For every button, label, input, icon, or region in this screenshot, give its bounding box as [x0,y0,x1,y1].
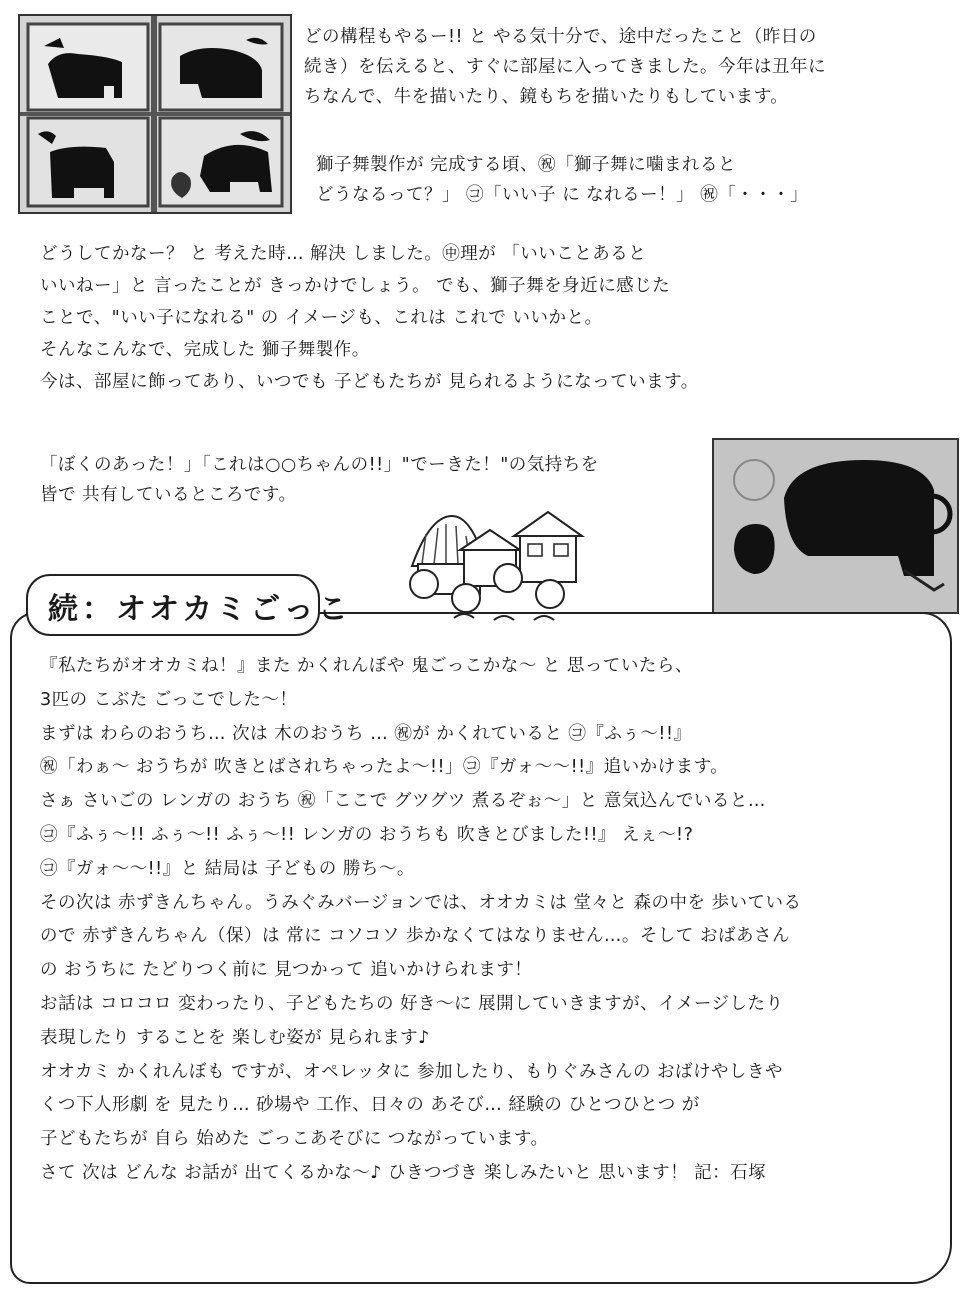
text-line: そんなこんなで、完成した 獅子舞製作。 [40,340,370,360]
text-line: 続き）を伝えると、すぐに部屋に入ってきました。今年は丑年に [304,57,826,77]
text-line: ちなんで、牛を描いたり、鏡もちを描いたりもしています。 [304,87,789,107]
share-paragraph [40,450,599,510]
cow-drawings-photo [18,14,292,214]
text-line: 獅子舞製作が 完成する頃、㊗「獅子舞に噛まれると [316,155,737,175]
text-line: ので 赤ずきんちゃん（保）は 常に コソコソ 歩かなくてはなりません…。そして おばあさん [40,926,790,947]
text-line: 皆で 共有しているところです。 [40,485,297,505]
text-line: 子どもたちが 自ら 始めた ごっこあそびに つながっています。 [40,1129,549,1150]
text-line: ㋙『ふぅ～!! ふぅ～!! ふぅ～!! レンガの おうちも 吹きとびました!!』 えぇ～!? [40,824,694,845]
section-heading: 続：オオカミごっこ [48,592,352,627]
text-line: 表現したり することを 楽しむ姿が 見られます♪ [40,1027,430,1048]
text-line: どうしてかなー？ と 考えた時… 解決 しました。㊥理が 「いいことあると [40,244,647,264]
text-line: オオカミ かくれんぼも ですが、オペレッタに 参加したり、もりぐみさんの おばけやしきや [40,1061,784,1082]
text-line: さぁ さいごの レンガの おうち ㊗「ここで グツグツ 煮るぞぉ～」と 意気込んでいると… [40,791,766,812]
shishimai-craft-picture [714,440,957,612]
text-line: ㋙『ガォ～～!!』と 結局は 子どもの 勝ち～。 [40,858,415,879]
text-line: さて 次は どんな お話が 出てくるかな～♪ ひきつづき 楽しみたいと 思います！ 記：石塚 [40,1162,767,1183]
text-line: 今は、部屋に飾ってあり、いつでも 子どもたちが 見られるようになっています。 [40,372,699,392]
text-line: 『私たちがオオカミね！』また かくれんぼや 鬼ごっこかな～ と 思っていたら、 [40,656,693,676]
text-line: どの構程もやるー!! と やる気十分で、途中だったこと（昨日の [304,27,817,47]
text-line: お話は コロコロ 変わったり、子どもたちの 好き～に 展開していきますが、イメージしたり [40,993,784,1014]
intro-paragraph [304,22,826,112]
text-line: その次は 赤ずきんちゃん。うみぐみバージョンでは、オオカミは 堂々と 森の中を 歩いている [40,892,802,913]
text-line: の おうちに たどりつく前に 見つかって 追いかけられます！ [40,960,533,981]
text-line: ㊗「わぁ～ おうちが 吹きとばされちゃったよ～!!」㋙『ガォ～～!!』追いかけます。 [40,757,729,778]
shishimai-craft-photo [712,438,959,614]
solution-paragraph [40,238,699,398]
text-line: ことで、"いい子になれる" の イメージも、これは これで いいかと。 [40,308,603,328]
text-line: まずは わらのおうち… 次は 木のおうち … ㊗が かくれていると ㋙『ふぅ～!!』 [40,723,692,744]
cow-drawings-picture [20,16,290,212]
shishimai-paragraph [316,150,808,210]
text-line: いいねー」と 言ったことが きっかけでしょう。 でも、獅子舞を身近に感じた [40,276,671,296]
text-line: どうなるって？」 ㋙「いい子 に なれるー！」 ㊗「・・・」 [316,185,809,205]
text-line: 3匹の こぶた ごっこでした～！ [40,689,298,710]
text-line: 「ぼくのあった！」「これは○○ちゃんの!!」"でーきた！"の気持ちを [40,455,599,475]
text-line: くつ下人形劇 を 見たり… 砂場や 工作、日々の あそび… 経験の ひとつひとつ が [40,1095,700,1116]
story-paragraph [40,650,802,1191]
